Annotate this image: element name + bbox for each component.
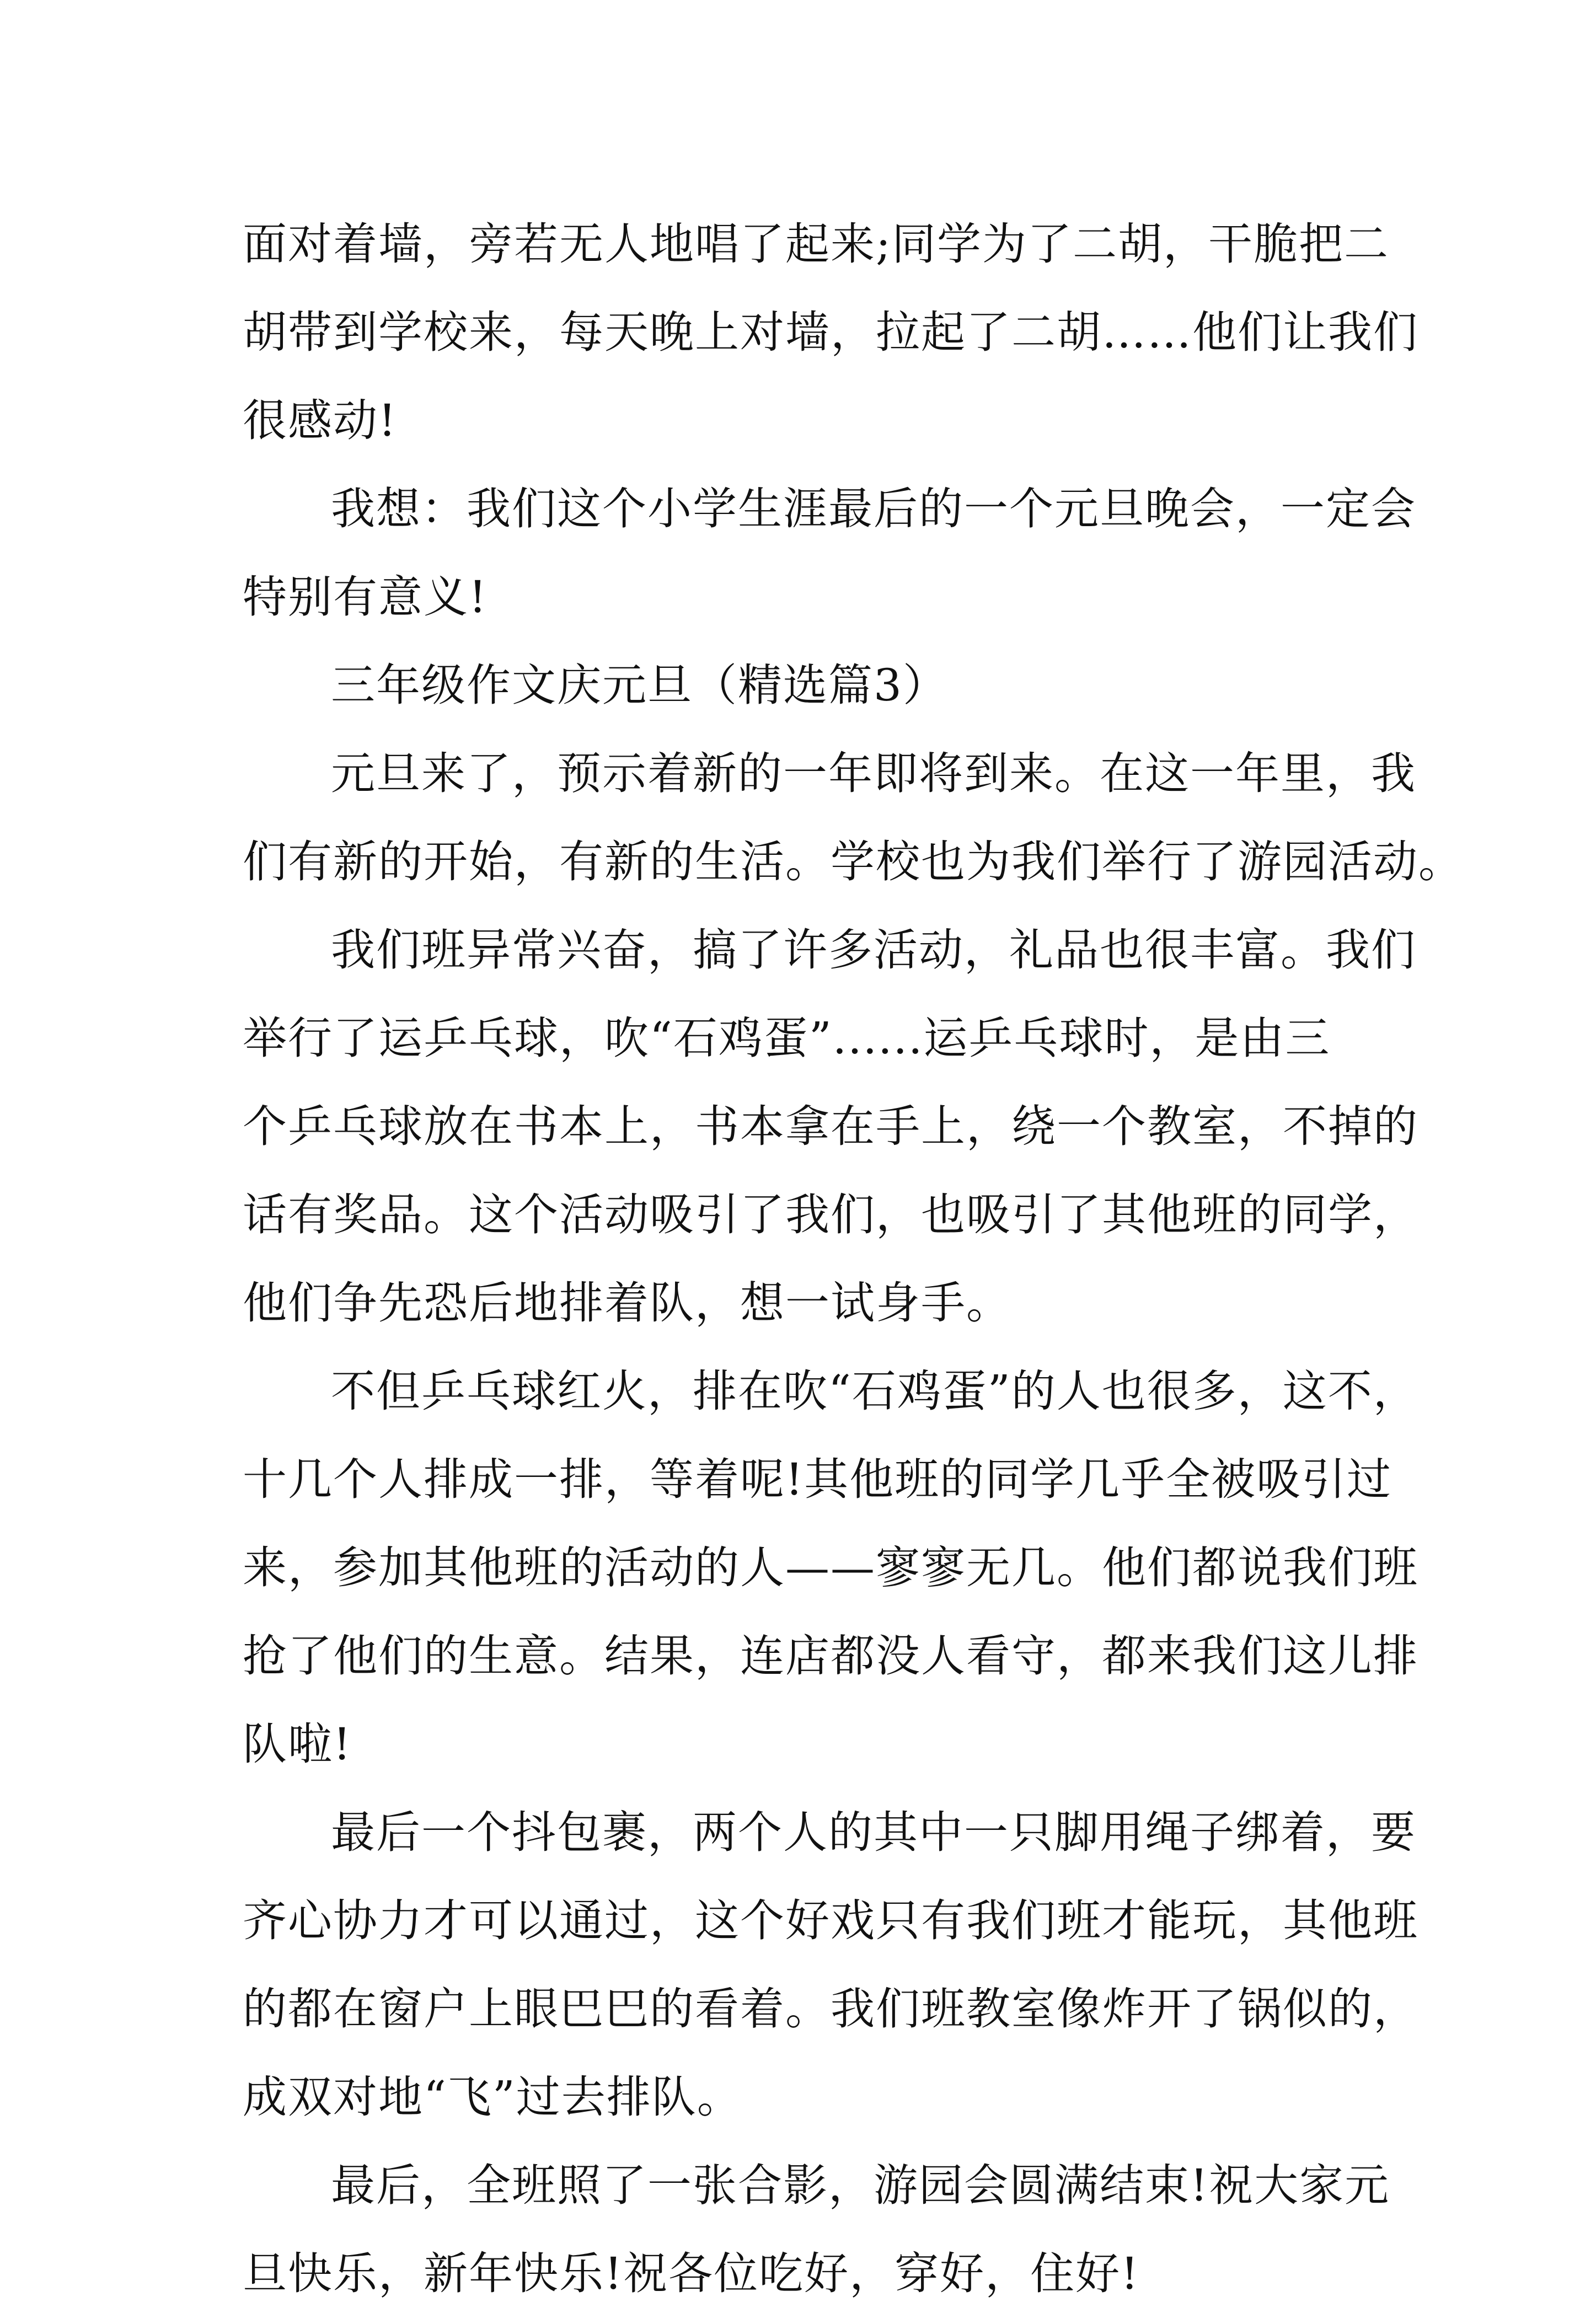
text-line: 面对着墙，旁若无人地唱了起来;同学为了二胡，干脆把二 <box>243 218 1389 270</box>
text-line: 我们班异常兴奋，搞了许多活动，礼品也很丰富。我们 <box>331 924 1416 976</box>
text-line: 们有新的开始，有新的生活。学校也为我们举行了游园活动。 <box>243 836 1464 887</box>
text-line: 齐心协力才可以通过，这个好戏只有我们班才能玩，其他班 <box>243 1895 1418 1946</box>
text-line: 队啦! <box>243 1719 352 1770</box>
text-line: 他们争先恐后地排着队，想一试身手。 <box>243 1277 1011 1329</box>
document-body <box>243 200 1464 2318</box>
text-line: 元旦来了，预示着新的一年即将到来。在这一年里，我 <box>331 748 1416 799</box>
text-line: 来，参加其他班的活动的人——寥寥无几。他们都说我们班 <box>243 1542 1418 1593</box>
text-line: 特别有意义! <box>243 571 488 623</box>
text-line: 最后一个抖包裹，两个人的其中一只脚用绳子绑着，要 <box>331 1807 1416 1858</box>
text-line: 我想：我们这个小学生涯最后的一个元旦晚会，一定会 <box>331 483 1416 534</box>
text-line: 个乒乓球放在书本上，书本拿在手上，绕一个教室，不掉的 <box>243 1101 1418 1152</box>
section-heading: 三年级作文庆元旦（精选篇3） <box>331 660 948 711</box>
text-line: 抢了他们的生意。结果，连店都没人看守，都来我们这儿排 <box>243 1630 1418 1682</box>
text-line: 十几个人排成一排，等着呢!其他班的同学几乎全被吸引过 <box>243 1454 1393 1505</box>
text-line: 最后，全班照了一张合影，游园会圆满结束!祝大家元 <box>331 2160 1390 2211</box>
text-line: 胡带到学校来，每天晚上对墙，拉起了二胡……他们让我们 <box>243 307 1418 358</box>
text-line: 旦快乐，新年快乐!祝各位吃好，穿好，住好! <box>243 2248 1140 2299</box>
text-line: 举行了运乒乓球，吹“石鸡蛋”......运乒乓球时，是由三 <box>243 1013 1331 1064</box>
text-line: 不但乒乓球红火，排在吹“石鸡蛋”的人也很多，这不， <box>331 1366 1418 1417</box>
text-line: 话有奖品。这个活动吸引了我们，也吸引了其他班的同学， <box>243 1189 1418 1240</box>
text-line: 成双对地“飞”过去排队。 <box>243 2071 742 2123</box>
text-line: 的都在窗户上眼巴巴的看着。我们班教室像炸开了锅似的， <box>243 1983 1418 2035</box>
text-line: 很感动! <box>243 395 398 446</box>
